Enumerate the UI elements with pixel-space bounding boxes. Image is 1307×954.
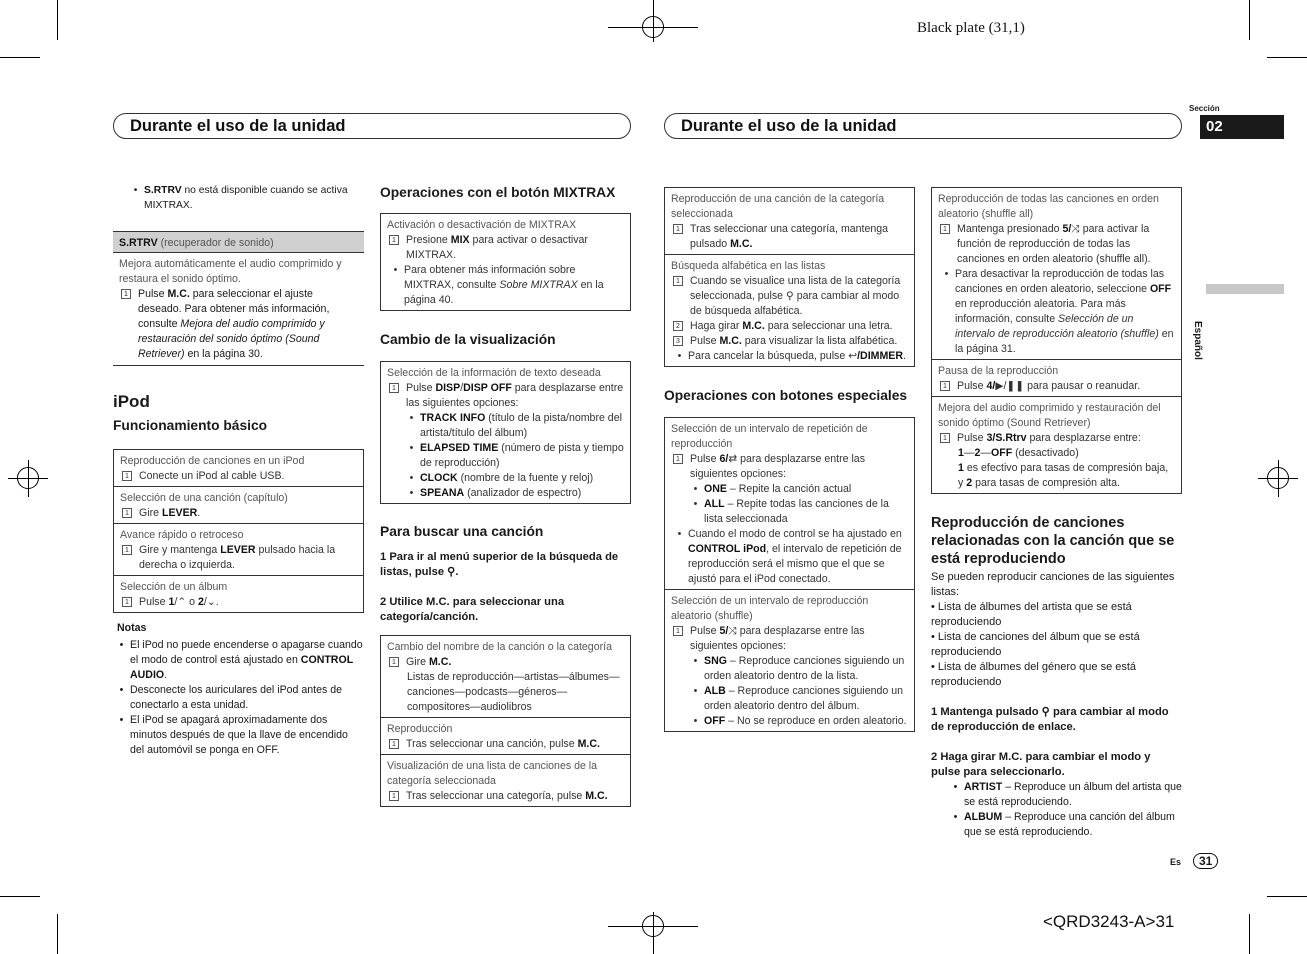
- note-item: • Desconecte los auriculares del iPod antes de conectarlo a esta unidad.: [119, 684, 342, 711]
- search-icon: ⚲: [786, 290, 794, 302]
- display-title: Cambio de la visualización: [380, 332, 556, 347]
- down-arrow-icon: ⌄: [206, 596, 216, 608]
- back-icon: ↩: [848, 350, 858, 362]
- related-step-2: 2 Haga girar M.C. para cambiar el modo y pulse para seleccionarlo.: [931, 751, 1151, 778]
- notes-title: Notas: [117, 622, 147, 634]
- related-title: Reproducción de canciones relacionadas con la canción que se está reproduciendo: [931, 515, 1175, 567]
- table-row: Reproducción 1 Tras seleccionar una canción, pulse M.C.: [381, 718, 630, 755]
- side-tab-bar: [1206, 284, 1284, 294]
- crop-mark: [1249, 0, 1250, 40]
- special-title: Operaciones con botones especiales: [664, 388, 908, 403]
- registration-line: [653, 912, 654, 954]
- crop-mark: [1267, 896, 1307, 897]
- search-title: Para buscar una canción: [380, 524, 544, 539]
- table-row: Visualización de una lista de canciones de la categoría seleccionada 1 Tras seleccionar una categoría, pulse M.C.: [387, 760, 608, 802]
- registration-line: [1278, 460, 1279, 497]
- note-item: • El iPod se apagará aproximadamente dos minutos después de que la llave de encendido del automóvil se ponga en OFF.: [119, 714, 348, 756]
- search-icon: ⚲: [1041, 706, 1050, 718]
- table-row: Reproducción de una canción de la categoría seleccionada 1 Tras seleccionar una categoría, mantenga pulsado M.C.: [665, 188, 914, 255]
- crop-mark: [1267, 57, 1307, 58]
- table-row: Activación o desactivación de MIXTRAX 1 Presione MIX para activar o desactivar MIXTRAX. • Para obtener más información sobre MIXTRAX, consulte Sobre MIXTRAX en la página 40.: [387, 219, 604, 306]
- ipod-title: iPod: [113, 392, 150, 411]
- search-step-2: 2 Utilice M.C. para seleccionar una categoría/canción.: [380, 596, 565, 623]
- registration-line: [28, 460, 29, 497]
- srtrv-caption: Mejora automáticamente el audio comprimido y restaura el sonido óptimo.: [119, 258, 342, 285]
- header-right: Durante el uso de la unidad: [664, 113, 1182, 139]
- category-list: Listas de reproducción—artistas—álbumes—canciones—podcasts—géneros—compositores—audiolibros: [407, 671, 620, 713]
- header-left: Durante el uso de la unidad: [113, 113, 631, 139]
- repeat-icon: ⇄: [728, 453, 738, 465]
- crop-mark: [57, 914, 58, 954]
- search-table: [380, 635, 631, 807]
- page-number: [1193, 853, 1218, 870]
- table-row: Reproducción de canciones en un iPod 1 Conecte un iPod al cable USB.: [114, 450, 363, 487]
- section-label: Sección: [1189, 104, 1220, 113]
- side-language: Español: [1192, 321, 1203, 360]
- related-list-item: • Lista de álbumes del artista que se está reproduciendo: [931, 601, 1132, 628]
- search-step-1: 1 Para ir al menú superior de la búsqueda de listas, pulse ⚲.: [380, 551, 619, 578]
- table-row: Pausa de la reproducción 1 Pulse 4/▶/❚❚ para pausar o reanudar.: [932, 360, 1181, 397]
- table-row: Cambio del nombre de la canción o la categoría 1 Gire M.C. Listas de reproducción—artistas—álbumes—canciones—podcasts—géneros—compositores—audiolibros: [381, 636, 630, 718]
- table-row: Selección de la información de texto deseada 1 Pulse DISP/DISP OFF para desplazarse entre las siguientes opciones: • TRACK INFO (título de la pista/nombre del artista/título del álbum) • ELAPSED TIME (número de pista y tiempo de reproducción) • CLOCK (nombre de la fuente y reloj) • SPEANA (analizador de espectro): [387, 367, 624, 499]
- table-row: Búsqueda alfabética en las listas 1 Cuando se visualice una lista de la categoría seleccionada, pulse ⚲ para cambiar al modo de búsqueda alfabética. 2 Haga girar M.C. para seleccionar una letra. 3 Pulse M.C. para visualizar la lista alfabética. • Para cancelar la búsqueda, pulse ↩/DIMMER.: [671, 260, 906, 362]
- column-4: [931, 187, 1182, 840]
- table-row: Mejora del audio comprimido y restauración del sonido óptimo (Sound Retriever) 1 Pulse 3/S.Rtrv para desplazarse entre: 1—2—OFF (desactivado) 1 es efectivo para tasas de compresión baja, y 2 para tasas de compresión alta.: [938, 402, 1169, 489]
- srtrv-note: • S.RTRV no está disponible cuando se activa MIXTRAX.: [133, 185, 348, 211]
- search-icon: ⚲: [447, 566, 456, 578]
- shuffle-icon: ⤨: [728, 625, 737, 637]
- related-list-item: • Lista de álbumes del género que se está reproduciendo: [931, 661, 1137, 688]
- plate-label: Black plate (31,1): [917, 20, 1025, 36]
- shuffle-icon: ⤨: [1071, 223, 1080, 235]
- crop-mark: [1249, 914, 1250, 954]
- mixtrax-title: Operaciones con el botón MIXTRAX: [380, 185, 616, 200]
- crop-mark: [57, 0, 58, 40]
- crop-mark: [0, 896, 40, 897]
- table-row: Selección de una canción (capítulo) 1 Gire LEVER.: [114, 487, 363, 524]
- note-item: • El iPod no puede encenderse o apagarse cuando el modo de control está ajustado en CONTROL AUDIO.: [119, 639, 363, 681]
- display-box: [380, 361, 631, 504]
- shuffle-box: [931, 187, 1182, 494]
- registration-line: [653, 0, 654, 42]
- table-row: Avance rápido o retroceso 1 Gire y mantenga LEVER pulsado hacia la derecha o izquierda.: [114, 524, 363, 576]
- category-box: [664, 187, 915, 367]
- up-arrow-icon: ⌃: [177, 596, 187, 608]
- table-row: Selección de un álbum 1 Pulse 1/⌃ o 2/⌄.: [120, 581, 228, 608]
- footer-lang: Es: [1170, 857, 1182, 867]
- column-2: [380, 184, 631, 807]
- column-3: [664, 187, 915, 732]
- srtrv-box-title: S.RTRV (recuperador de sonido): [113, 231, 364, 253]
- related-intro: Se pueden reproducir canciones de las siguientes listas:: [931, 571, 1175, 598]
- table-row: Selección de un intervalo de reproducción aleatorio (shuffle) 1 Pulse 5/⤨ para desplazarse entre las siguientes opciones: • SNG – Reproduce canciones siguiendo un orden aleatorio dentro de la lista. • ALB – Reproduce canciones siguiendo un orden aleatorio dentro del álbum. • OFF – No se reproduce en orden aleatorio.: [671, 595, 907, 727]
- column-1: [113, 183, 364, 758]
- related-option: • ALBUM – Reproduce una canción del álbum que se está reproduciendo.: [953, 811, 1175, 838]
- section-number: 02: [1200, 115, 1284, 139]
- special-box: [664, 417, 915, 732]
- document-code: <QRD3243-A>31: [1043, 912, 1175, 931]
- srtrv-step: 1 Pulse M.C. para seleccionar el ajuste deseado. Para obtener más información, consulte Mejora del audio comprimido y restauración del sonido óptimo (Sound Retriever) en la página 30.: [119, 287, 358, 362]
- play-pause-icon: ▶/❚❚: [995, 380, 1025, 392]
- mixtrax-box: [380, 213, 631, 311]
- func-title: Funcionamiento básico: [113, 418, 268, 433]
- related-list-item: • Lista de canciones del álbum que se está reproduciendo: [931, 631, 1140, 658]
- table-row: Reproducción de todas las canciones en orden aleatorio (shuffle all) 1 Mantenga presionado 5/⤨ para activar la función de reproducción de todas las canciones en orden aleatorio (shuffle all). • Para desactivar la reproducción de todas las canciones en orden aleatorio, seleccione OFF en reproducción aleatoria. Para más información, consulte Selección de un intervalo de reproducción aleatorio (shuffle) en la página 31.: [932, 188, 1181, 360]
- related-option: • ARTIST – Reproduce un álbum del artista que se está reproduciendo.: [953, 781, 1182, 808]
- ipod-basic-table: [113, 449, 364, 613]
- page-number-badge: 31: [1193, 853, 1218, 869]
- crop-mark: [0, 57, 40, 58]
- related-step-1: 1 Mantenga pulsado ⚲ para cambiar al modo de reproducción de enlace.: [931, 706, 1169, 733]
- srtrv-box: [113, 231, 364, 366]
- table-row: Selección de un intervalo de repetición de reproducción 1 Pulse 6/⇄ para desplazarse entre las siguientes opciones: • ONE – Repite la canción actual • ALL – Repite todas las canciones de la lista seleccionada • Cuando el modo de control se ha ajustado en CONTROL iPod, el intervalo de repetición de reproducción será el mismo que el que se ajustó para el iPod conectado.: [665, 418, 914, 590]
